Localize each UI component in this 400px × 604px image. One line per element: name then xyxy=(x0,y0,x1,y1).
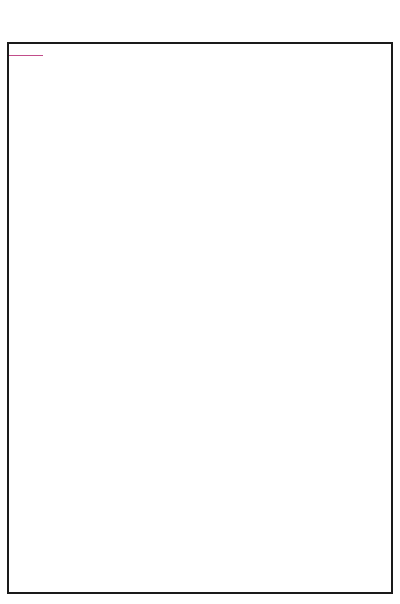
header-row-units xyxy=(9,44,391,56)
data-table xyxy=(9,44,391,604)
age-column-header xyxy=(9,44,43,56)
table-body xyxy=(9,56,391,604)
percentile-table xyxy=(7,42,393,594)
page-title xyxy=(4,4,396,26)
table-header xyxy=(9,44,391,56)
